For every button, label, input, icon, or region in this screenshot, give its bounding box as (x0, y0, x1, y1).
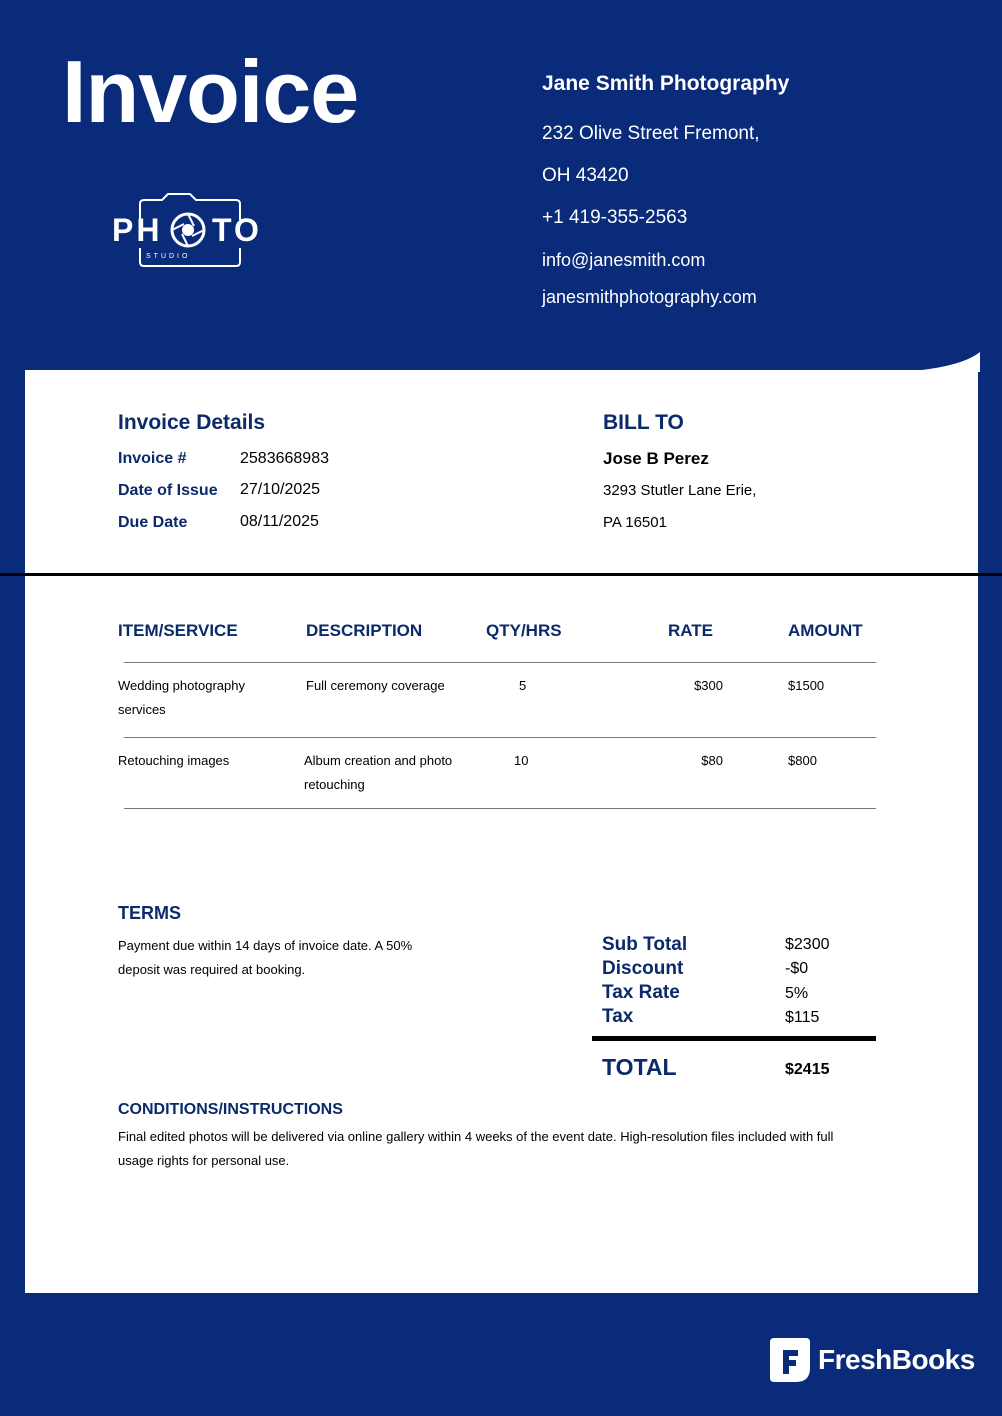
row2-qty: 10 (514, 753, 529, 768)
table-row-rule (124, 737, 876, 738)
due-date-value: 08/11/2025 (240, 513, 319, 530)
tax-label: Tax (602, 1006, 634, 1027)
bill-to-heading: BILL TO (603, 411, 684, 434)
photo-studio-logo (110, 190, 270, 272)
row1-description: Full ceremony coverage (306, 678, 445, 693)
company-phone: +1 419-355-2563 (542, 207, 688, 228)
totals-rule (592, 1036, 876, 1041)
col-header-rate: RATE (668, 621, 714, 640)
freshbooks-f-icon (768, 1338, 810, 1382)
card-corner-curve (900, 340, 980, 372)
col-header-amount: AMOUNT (788, 621, 863, 640)
subtotal-label: Sub Total (602, 934, 688, 955)
subtotal-value: $2300 (785, 936, 830, 953)
logo-word-left: PH (112, 212, 163, 248)
row1-qty: 5 (519, 678, 527, 693)
company-email[interactable]: info@janesmith.com (542, 250, 706, 270)
row1-amount: $1500 (788, 678, 825, 693)
company-address-line2: OH 43420 (542, 165, 629, 186)
row1-item-line1: Wedding photography (118, 678, 245, 693)
total-value: $2415 (785, 1061, 830, 1078)
row1-rate: $300 (694, 678, 723, 693)
conditions-heading: CONDITIONS/INSTRUCTIONS (118, 1101, 343, 1118)
company-address-line1: 232 Olive Street Fremont, (542, 123, 760, 144)
date-of-issue-label: Date of Issue (118, 482, 218, 499)
row2-amount: $800 (788, 753, 817, 768)
col-header-description: DESCRIPTION (306, 621, 423, 640)
table-bottom-rule (124, 808, 876, 809)
date-of-issue-value: 27/10/2025 (240, 481, 321, 498)
col-header-item: ITEM/SERVICE (118, 621, 238, 640)
client-address-line1: 3293 Stutler Lane Erie, (603, 482, 757, 499)
invoice-details-heading: Invoice Details (118, 411, 266, 434)
table-header-rule (124, 662, 876, 663)
discount-value: -$0 (785, 960, 809, 977)
freshbooks-brand[interactable]: FreshBooks (818, 1344, 975, 1375)
tax-rate-value: 5% (785, 985, 809, 1002)
due-date-label: Due Date (118, 514, 188, 531)
terms-heading: TERMS (118, 903, 181, 923)
company-website[interactable]: janesmithphotography.com (542, 287, 757, 307)
svg-text:STUDIO: STUDIO (146, 253, 191, 260)
col-header-qty: QTY/HRS (486, 621, 562, 640)
total-label: TOTAL (602, 1054, 677, 1080)
invoice-title: Invoice (62, 42, 359, 141)
terms-line2: deposit was required at booking. (118, 962, 306, 977)
invoice-number-value: 2583668983 (240, 450, 329, 467)
row2-description-line1: Album creation and photo (304, 753, 453, 768)
row1-item-line2: services (118, 702, 166, 717)
logo-word-right: TO (212, 212, 262, 248)
row2-description-line2: retouching (304, 777, 365, 792)
discount-label: Discount (602, 958, 684, 979)
tax-value: $115 (785, 1009, 820, 1026)
tax-rate-label: Tax Rate (602, 982, 680, 1003)
conditions-line2: usage rights for personal use. (118, 1153, 290, 1168)
row2-item: Retouching images (118, 753, 230, 768)
company-name: Jane Smith Photography (542, 72, 790, 95)
terms-line1: Payment due within 14 days of invoice date. A 50% (118, 938, 413, 953)
invoice-number-label: Invoice # (118, 450, 187, 467)
row2-rate: $80 (701, 753, 723, 768)
section-divider (0, 573, 1002, 576)
conditions-line1: Final edited photos will be delivered via online gallery within 4 weeks of the event date. High-resolution files included with full (118, 1129, 834, 1144)
client-name: Jose B Perez (603, 449, 709, 468)
client-address-line2: PA 16501 (603, 514, 667, 531)
